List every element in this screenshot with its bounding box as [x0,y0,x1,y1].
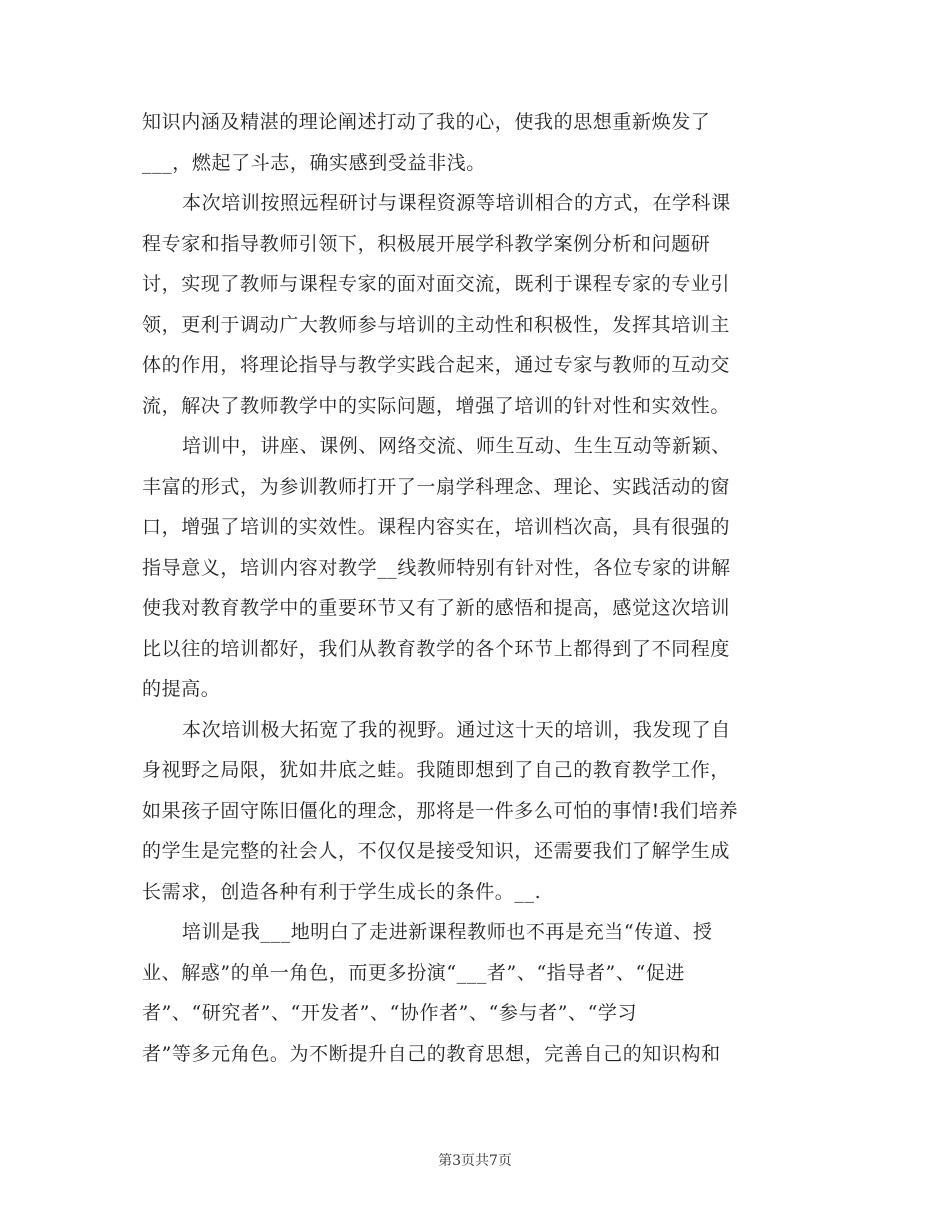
text-line: 丰富的形式，为参训教师打开了一扇学科理念、理论、实践活动的窗 [142,475,731,498]
text-line: 指导意义，培训内容对教学__线教师特别有针对性，各位专家的讲解 [142,556,731,579]
paragraph-start-line: 培训是我___地明白了走进新课程教师也不再是充当“传道、授 [182,921,713,943]
text-line: 如果孩子固守陈旧僵化的理念，那将是一件多么可怕的事情!我们培养 [142,799,739,822]
paragraph-start-line: 培训中，讲座、课例、网络交流、师生互动、生生互动等新颖、 [182,435,731,457]
paragraph-start-line: 本次培训按照远程研讨与课程资源等培训相合的方式，在学科课 [182,192,731,214]
text-line: 使我对教育教学中的重要环节又有了新的感悟和提高，感觉这次培训 [142,597,731,619]
page-number-footer: 第3页共7页 [438,1153,512,1169]
text-line: 长需求，创造各种有利于学生成长的条件。__. [142,880,542,903]
text-line: 知识内涵及精湛的理论阐述打动了我的心，使我的思想重新焕发了 [142,111,711,133]
document-body [142,102,807,1074]
text-line: 的学生是完整的社会人，不仅仅是接受知识，还需要我们了解学生成 [142,840,731,862]
text-line: 身视野之局限，犹如井底之蛙。我随即想到了自己的教育教学工作， [142,759,731,781]
text-line: 程专家和指导教师引领下，积极展开展学科教学案例分析和问题研 [142,232,711,255]
text-line: 口，增强了培训的实效性。课程内容实在，培训档次高，具有很强的 [142,516,731,538]
text-line: 者”、“研究者”、“开发者”、“协作者”、“参与者”、“学习 [142,1002,638,1024]
text-line: 流，解决了教师教学中的实际问题，增强了培训的针对性和实效性。 [142,394,731,417]
text-line: ___，燃起了斗志，确实感到受益非浅。 [142,151,486,174]
paragraph-start-line: 本次培训极大拓宽了我的视野。通过这十天的培训，我发现了自 [182,718,731,741]
text-line: 比以往的培训都好，我们从教育教学的各个环节上都得到了不同程度 [142,637,731,660]
text-line: 者”等多元角色。为不断提升自己的教育思想，完善自己的知识构和 [142,1042,721,1065]
text-line: 领，更利于调动广大教师参与培训的主动性和积极性，发挥其培训主 [142,313,731,336]
text-line: 业、解惑”的单一角色，而更多扮演“___者”、“指导者”、“促进 [142,961,685,984]
text-line: 讨，实现了教师与课程专家的面对面交流，既利于课程专家的专业引 [142,273,731,295]
text-line: 体的作用，将理论指导与教学实践合起来，通过专家与教师的互动交 [142,354,731,376]
text-line: 的提高。 [142,678,221,700]
